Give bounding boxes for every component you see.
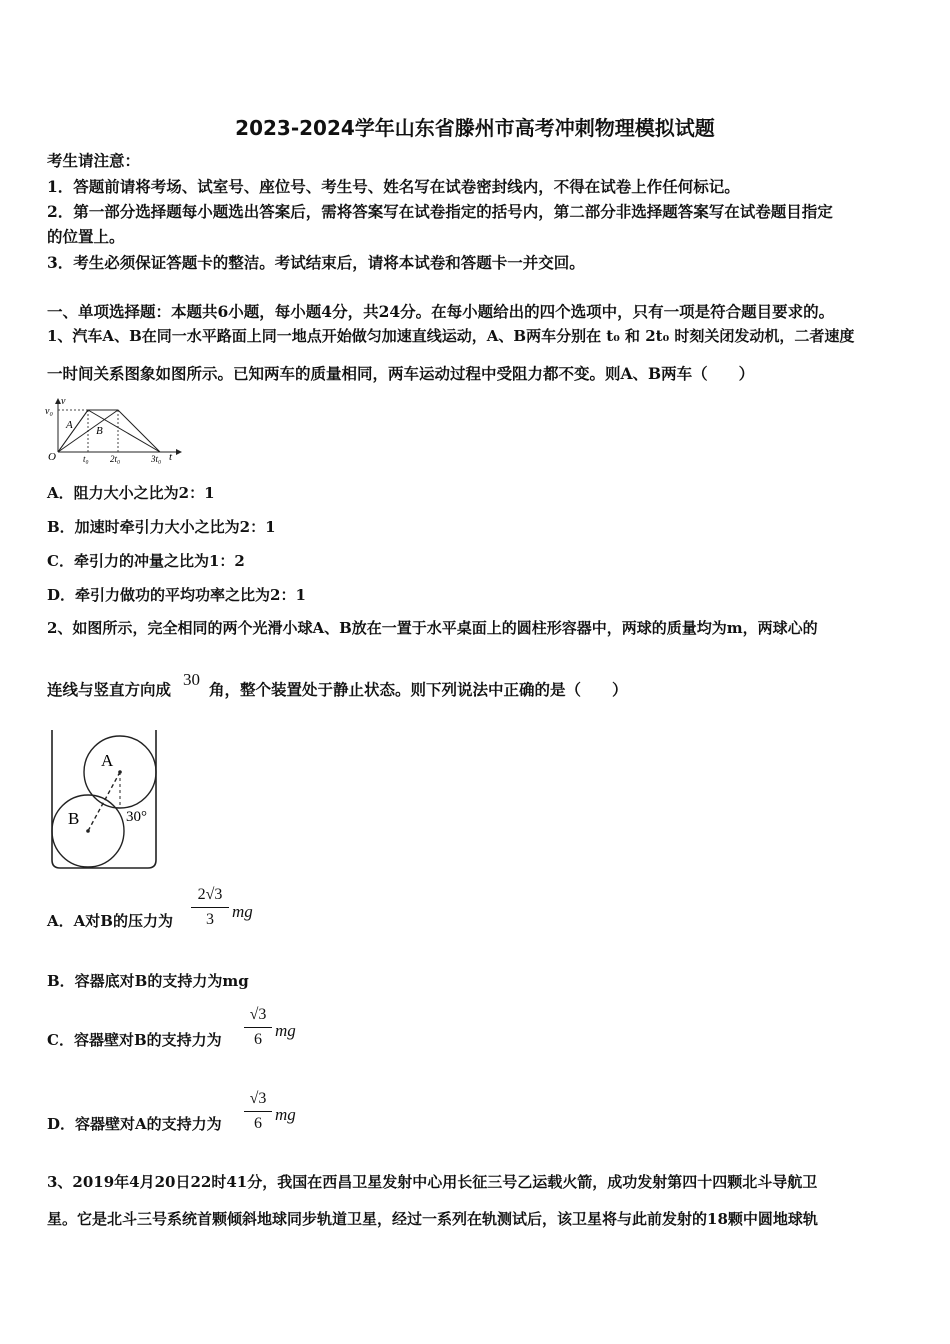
notice-item-3: 3．考生必须保证答题卡的整洁。考试结束后，请将本试卷和答题卡一并交回。 — [47, 253, 585, 272]
q2-option-d: D．容器壁对A的支持力为 — [47, 1115, 222, 1133]
notice-item-1: 1．答题前请将考场、试室号、座位号、考生号、姓名写在试卷密封线内，不得在试卷上作任何标记。 — [47, 177, 740, 196]
q2-option-b: B．容器底对B的支持力为mg — [47, 972, 249, 990]
q2-option-c-denominator: 6 — [254, 1031, 262, 1048]
q1-line-2: 一时间关系图象如图所示。已知两车的质量相同，两车运动过程中受阻力都不变。则A、B两车（ ） — [47, 364, 755, 383]
q2-container-figure — [44, 726, 164, 872]
q1-vt-graph — [44, 396, 184, 464]
q1-v0-label: v₀ — [45, 406, 53, 417]
q1-line-b-label: B — [96, 425, 103, 437]
fraction-bar — [244, 1027, 272, 1028]
q1-option-a: A．阻力大小之比为2：1 — [47, 484, 215, 502]
q2-angle-label: 30° — [126, 809, 147, 825]
q1-t-axis-label: t — [169, 451, 173, 463]
notice-heading: 考生请注意： — [47, 151, 141, 170]
section-heading: 一、单项选择题：本题共6小题，每小题4分，共24分。在每小题给出的四个选项中，只有一项是符合题目要求的。 — [47, 302, 835, 321]
q2-option-d-fraction — [244, 1088, 272, 1135]
q1-option-b: B．加速时牵引力大小之比为2：1 — [47, 518, 276, 536]
q2-line-2b: 角，整个装置处于静止状态。则下列说法中正确的是（ ） — [209, 680, 628, 699]
q1-v-axis-label: v — [61, 396, 66, 407]
notice-item-2-cont: 的位置上。 — [47, 227, 125, 246]
q3-line-1: 3、2019年4月20日22时41分，我国在西昌卫星发射中心用长征三号乙运载火箭，成功发射第四十四颗北斗导航卫 — [47, 1173, 818, 1191]
q1-option-d: D．牵引力做功的平均功率之比为2：1 — [47, 586, 306, 604]
q1-line-a-label: A — [66, 419, 73, 431]
q1-tick-2t0: 2t₀ — [110, 454, 121, 464]
q2-option-a: A．A对B的压力为 — [47, 912, 173, 930]
q2-option-a-fraction — [191, 884, 229, 931]
q2-option-d-denominator: 6 — [254, 1115, 262, 1132]
q2-angle-value: 30 — [183, 670, 200, 689]
q1-tick-t0: t₀ — [83, 454, 89, 464]
q1-line-1: 1、汽车A、B在同一水平路面上同一地点开始做匀加速直线运动，A、B两车分别在 t₀ 和 2t₀ 时刻关闭发动机，二者速度 — [47, 327, 855, 345]
q3-line-2: 星。它是北斗三号系统首颗倾斜地球同步轨道卫星，经过一系列在轨测试后，该卫星将与此前发射的18颗中圆地球轨 — [47, 1210, 818, 1228]
q2-option-a-denominator: 3 — [206, 911, 214, 928]
q2-option-c-numerator: √3 — [249, 1006, 267, 1023]
q2-option-a-unit: mg — [232, 902, 253, 921]
fraction-bar — [191, 907, 229, 908]
q1-origin-label: O — [48, 451, 56, 463]
q2-line-2a: 连线与竖直方向成 — [47, 680, 172, 699]
q2-option-c-unit: mg — [275, 1021, 296, 1040]
q2-option-c-fraction — [244, 1004, 272, 1051]
q2-option-a-numerator: 2√3 — [197, 886, 223, 903]
exam-title: 2023-2024学年山东省滕州市高考冲刺物理模拟试题 — [235, 116, 715, 140]
q2-option-d-numerator: √3 — [249, 1090, 267, 1107]
q2-line-1: 2、如图所示，完全相同的两个光滑小球A、B放在一置于水平桌面上的圆柱形容器中，两球的质量均为m，两球心的 — [47, 619, 818, 637]
fraction-bar — [244, 1111, 272, 1112]
q2-option-d-unit: mg — [275, 1105, 296, 1124]
q1-tick-3t0: 3t₀ — [151, 454, 162, 464]
q2-ball-b-label: B — [68, 809, 80, 828]
q2-option-c: C．容器壁对B的支持力为 — [47, 1031, 222, 1049]
q1-option-c: C．牵引力的冲量之比为1：2 — [47, 552, 245, 570]
q2-ball-a-label: A — [101, 751, 114, 770]
notice-item-2: 2．第一部分选择题每小题选出答案后，需将答案写在试卷指定的括号内，第二部分非选择题答案写在试卷题目指定 — [47, 202, 833, 221]
